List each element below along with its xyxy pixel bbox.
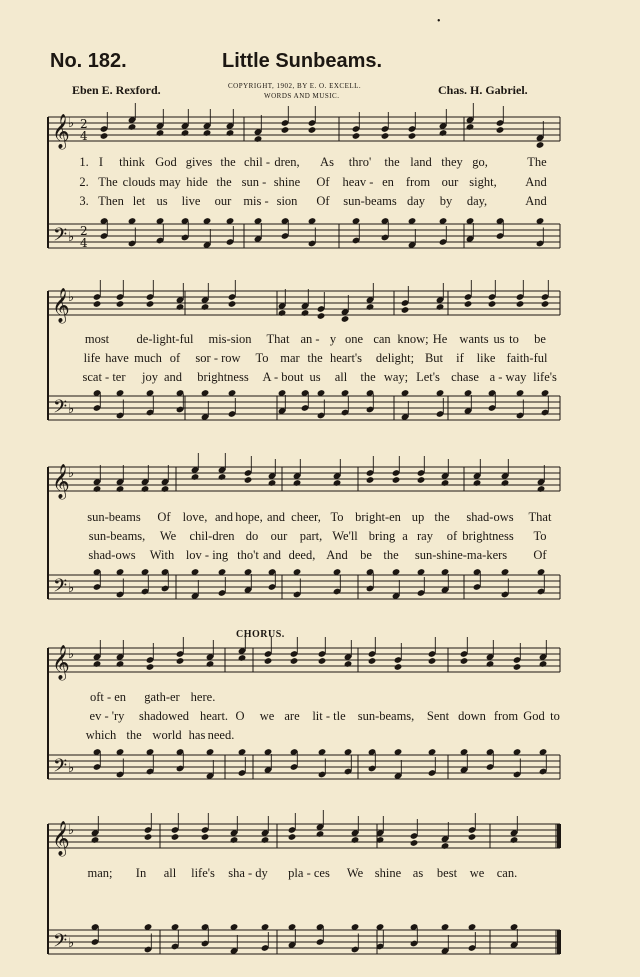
alto-note — [486, 660, 495, 668]
lyric-syllable: here. — [190, 690, 216, 704]
lyric-syllable: know; — [397, 332, 429, 346]
lyric-syllable: heart. — [199, 709, 229, 723]
treble-clef: 𝄞 — [52, 645, 70, 680]
lyric-syllable: our — [270, 529, 288, 543]
lyric-syllable: which — [85, 728, 117, 742]
alto-note — [268, 479, 277, 487]
lyric-syllable: are — [284, 709, 300, 723]
key-flat: ♭ — [68, 290, 75, 305]
lyric-line-s4-v1 — [0, 690, 640, 708]
lyric-syllable: up — [411, 510, 425, 524]
lyric-syllable: scat - ter — [82, 370, 126, 384]
treble-clef: 𝄞 — [52, 114, 70, 149]
lyric-syllable: like — [476, 351, 496, 365]
alto-note — [541, 300, 550, 308]
copyright-line: COPYRIGHT, 1902, BY E. O. EXCELL. — [228, 82, 362, 90]
alto-note — [410, 839, 419, 847]
lyric-syllable: to — [550, 709, 560, 723]
alto-note — [206, 660, 215, 668]
bass-clef: 𝄢 — [53, 931, 68, 956]
lyric-syllable: go, — [472, 155, 488, 169]
lyric-syllable: mis - — [243, 194, 269, 208]
lyric-syllable: the — [360, 370, 376, 384]
lyric-syllable: we — [469, 866, 485, 880]
lyric-syllable: way; — [383, 370, 409, 384]
lyric-syllable: shad-ows — [88, 548, 136, 562]
alto-note — [464, 300, 473, 308]
lyric-syllable: bright-en — [355, 510, 401, 524]
alto-note — [93, 660, 102, 668]
lyric-syllable: cheer, — [291, 510, 321, 524]
lyric-syllable: chil-dren — [189, 529, 235, 543]
alto-note — [230, 836, 239, 844]
hymn-number: No. 182. — [50, 50, 127, 72]
lyric-syllable: can — [373, 332, 391, 346]
lyric-syllable: hope, — [235, 510, 263, 524]
lyric-syllable: shad-ows — [466, 510, 514, 524]
lyric-syllable: day — [406, 194, 426, 208]
treble-clef: 𝄞 — [52, 288, 70, 323]
lyric-syllable: be — [534, 332, 546, 346]
final-barline — [557, 930, 561, 954]
alto-note — [238, 654, 247, 662]
lyric-syllable: sion — [276, 194, 298, 208]
lyric-syllable: mis-sion — [208, 332, 252, 346]
lyric-syllable: has — [188, 728, 206, 742]
alto-note — [441, 842, 450, 850]
alto-note — [156, 129, 165, 137]
alto-note — [181, 129, 190, 137]
lyric-syllable: ev - 'ry — [89, 709, 125, 723]
lyric-syllable: sor - row — [195, 351, 241, 365]
lyric-syllable: shadowed — [139, 709, 189, 723]
lyric-syllable: land — [410, 155, 432, 169]
lyric-syllable: Sent — [426, 709, 450, 723]
lyric-syllable: dren, — [274, 155, 300, 169]
time-sig-bottom: 4 — [80, 236, 88, 250]
lyric-syllable: an - — [300, 332, 320, 346]
alto-note — [366, 303, 375, 311]
alto-note — [261, 836, 270, 844]
lyric-syllable: Of — [533, 548, 547, 562]
lyric-syllable: With — [149, 548, 175, 562]
lyric-syllable: man; — [87, 866, 113, 880]
alto-note — [466, 123, 475, 131]
lyric-syllable: O — [235, 709, 245, 723]
alto-note — [93, 485, 102, 493]
lyric-syllable: do — [245, 529, 259, 543]
alto-note — [201, 303, 210, 311]
lyric-syllable: oft - en — [89, 690, 127, 704]
alto-note — [191, 473, 200, 481]
lyric-syllable: much — [134, 351, 162, 365]
lyric-line-s1-v2 — [0, 175, 640, 193]
lyric-syllable: In — [135, 866, 147, 880]
alto-note — [473, 479, 482, 487]
lyric-syllable: the — [384, 155, 400, 169]
bass-clef: 𝄢 — [53, 397, 68, 422]
lyric-syllable: Of — [157, 510, 171, 524]
lyric-syllable: The — [527, 155, 547, 169]
alto-note — [116, 300, 125, 308]
alto-note — [401, 306, 410, 314]
lyric-syllable: need. — [207, 728, 235, 742]
alto-note — [333, 479, 342, 487]
alto-note — [171, 833, 180, 841]
lyric-syllable: We — [159, 529, 177, 543]
lyric-syllable: I — [98, 155, 104, 169]
lyric-syllable: And — [525, 175, 547, 189]
lyric-line-s3-v3 — [0, 548, 640, 566]
poet-credit: Eben E. Rexford. — [72, 83, 161, 97]
alto-note — [513, 663, 522, 671]
alto-note — [408, 132, 417, 140]
alto-note — [318, 657, 327, 665]
alto-note — [91, 836, 100, 844]
lyric-syllable: most — [84, 332, 110, 346]
lyric-syllable: and — [266, 510, 286, 524]
key-flat: ♭ — [68, 402, 75, 417]
page-mark: • — [437, 16, 441, 27]
lyric-syllable: de-light-ful — [136, 332, 194, 346]
alto-note — [100, 132, 109, 140]
treble-clef: 𝄞 — [52, 821, 70, 856]
lyric-syllable: the — [220, 155, 236, 169]
lyric-syllable: sun-beams — [87, 510, 141, 524]
lyric-syllable: our — [441, 175, 459, 189]
bass-clef: 𝄢 — [53, 576, 68, 601]
composer-credit: Chas. H. Gabriel. — [438, 83, 528, 97]
key-flat: ♭ — [68, 581, 75, 596]
lyric-syllable: us — [309, 370, 321, 384]
lyric-syllable: lov - ing — [185, 548, 229, 562]
alto-note — [501, 479, 510, 487]
lyric-syllable: as — [412, 866, 424, 880]
lyric-syllable: the — [434, 510, 450, 524]
lyric-syllable: our — [214, 194, 232, 208]
lyric-line-s1-v1 — [0, 155, 640, 173]
alto-note — [381, 132, 390, 140]
lyric-syllable: wants — [459, 332, 489, 346]
lyric-syllable: To — [330, 510, 344, 524]
lyric-syllable: love, — [182, 510, 208, 524]
lyric-syllable: one — [344, 332, 364, 346]
lyric-line-s5-v1 — [0, 866, 640, 884]
alto-note — [301, 309, 310, 317]
alto-note — [293, 479, 302, 487]
lyric-syllable: of — [446, 529, 458, 543]
key-flat: ♭ — [68, 466, 75, 481]
alto-note — [290, 657, 299, 665]
lyric-syllable: chil - — [243, 155, 271, 169]
lyric-syllable: day, — [466, 194, 488, 208]
lyric-syllable: Then — [98, 194, 124, 208]
lyric-syllable: That — [266, 332, 290, 346]
lyric-syllable: be — [360, 548, 372, 562]
verse-number: 1. — [79, 155, 89, 169]
time-sig-top: 2 — [80, 117, 88, 131]
alto-note — [428, 657, 437, 665]
alto-note — [288, 833, 297, 841]
lyric-syllable: and — [262, 548, 282, 562]
lyric-syllable: of — [169, 351, 181, 365]
lyric-syllable: a - way — [489, 370, 527, 384]
alto-note — [366, 476, 375, 484]
alto-note — [341, 315, 350, 323]
key-flat: ♭ — [68, 647, 75, 662]
lyric-syllable: And — [525, 194, 547, 208]
alto-note — [537, 485, 546, 493]
lyric-syllable: all — [334, 370, 348, 384]
lyric-syllable: sun - — [241, 175, 267, 189]
alto-note — [281, 126, 290, 134]
verse-number: 3. — [79, 194, 89, 208]
lyric-syllable: sha - dy — [228, 866, 268, 880]
key-flat: ♭ — [68, 936, 75, 951]
alto-note — [460, 657, 469, 665]
lyric-syllable: brightness — [197, 370, 249, 384]
lyric-line-s1-v3 — [0, 194, 640, 212]
alto-note — [368, 657, 377, 665]
hymn-title: Little Sunbeams. — [222, 50, 383, 72]
lyric-syllable: pla - ces — [288, 866, 330, 880]
lyric-syllable: can. — [496, 866, 518, 880]
bass-clef: 𝄢 — [53, 756, 68, 781]
lyric-line-s2-v3 — [0, 370, 640, 388]
lyric-syllable: life's — [191, 866, 215, 880]
alto-note — [351, 836, 360, 844]
bass-clef: 𝄢 — [53, 225, 68, 250]
alto-note — [264, 657, 273, 665]
alto-note — [536, 141, 545, 149]
lyric-syllable: sun-beams, — [357, 709, 415, 723]
lyric-syllable: sun-beams — [343, 194, 397, 208]
lyric-syllable: A - bout — [262, 370, 304, 384]
lyric-syllable: faith-ful — [506, 351, 548, 365]
lyric-syllable: life's — [533, 370, 557, 384]
alto-note — [176, 303, 185, 311]
key-flat: ♭ — [68, 761, 75, 776]
alto-note — [203, 129, 212, 137]
lyric-syllable: God — [155, 155, 177, 169]
key-flat: ♭ — [68, 823, 75, 838]
lyric-line-s3-v2 — [0, 529, 640, 547]
lyric-syllable: The — [98, 175, 118, 189]
alto-note — [488, 300, 497, 308]
lyric-syllable: lit - tle — [312, 709, 346, 723]
lyric-syllable: ray — [417, 529, 433, 543]
lyric-syllable: and — [214, 510, 234, 524]
alto-note — [344, 660, 353, 668]
lyric-syllable: We — [346, 866, 364, 880]
time-sig-top: 2 — [80, 224, 88, 238]
lyric-syllable: gath-er — [144, 690, 180, 704]
lyric-syllable: deed, — [288, 548, 316, 562]
alto-note — [161, 485, 170, 493]
lyric-syllable: We'll — [332, 529, 358, 543]
alto-note — [436, 303, 445, 311]
time-sig-bottom: 4 — [80, 129, 88, 143]
alto-note — [141, 485, 150, 493]
alto-note — [394, 663, 403, 671]
chorus-label: CHORUS. — [236, 629, 285, 640]
lyric-syllable: gives — [185, 155, 213, 169]
lyric-syllable: sight, — [469, 175, 497, 189]
lyric-line-s4-v3 — [0, 728, 640, 746]
lyric-syllable: To — [255, 351, 269, 365]
alto-note — [226, 129, 235, 137]
lyric-syllable: joy — [142, 370, 158, 384]
lyric-syllable: And — [326, 548, 348, 562]
lyric-syllable: brightness — [462, 529, 514, 543]
alto-note — [510, 836, 519, 844]
lyric-syllable: from — [493, 709, 519, 723]
alto-note — [93, 300, 102, 308]
lyric-syllable: all — [163, 866, 177, 880]
lyric-syllable: let — [132, 194, 146, 208]
lyric-syllable: have — [105, 351, 129, 365]
alto-note — [317, 312, 326, 320]
verse-number: 2. — [79, 175, 89, 189]
lyric-syllable: they — [441, 155, 463, 169]
alto-note — [144, 833, 153, 841]
lyric-syllable: hide — [186, 175, 208, 189]
lyric-syllable: us — [493, 332, 505, 346]
lyric-syllable: the — [307, 351, 323, 365]
alto-note — [116, 485, 125, 493]
alto-note — [278, 309, 287, 317]
lyric-line-s2-v2 — [0, 351, 640, 369]
alto-note — [468, 833, 477, 841]
lyric-syllable: Let's — [416, 370, 440, 384]
lyric-syllable: by — [439, 194, 453, 208]
lyric-syllable: clouds — [122, 175, 156, 189]
alto-note — [128, 123, 137, 131]
lyric-syllable: best — [436, 866, 458, 880]
lyric-syllable: shine — [374, 866, 402, 880]
alto-note — [228, 300, 237, 308]
alto-note — [146, 663, 155, 671]
lyric-line-s3-v1 — [0, 510, 640, 528]
lyric-syllable: He — [432, 332, 448, 346]
lyric-line-s4-v2 — [0, 709, 640, 727]
lyric-syllable: the — [126, 728, 142, 742]
alto-note — [392, 476, 401, 484]
lyric-syllable: to — [509, 332, 519, 346]
lyric-syllable: y — [329, 332, 337, 346]
lyric-syllable: heav - — [342, 175, 374, 189]
lyric-syllable: But — [424, 351, 444, 365]
alto-note — [244, 476, 253, 484]
lyric-syllable: en — [382, 175, 394, 189]
lyric-syllable: live — [181, 194, 201, 208]
lyric-syllable: tho't — [237, 548, 259, 562]
alto-note — [441, 479, 450, 487]
lyric-syllable: As — [320, 155, 334, 169]
lyric-syllable: Of — [316, 175, 330, 189]
treble-clef: 𝄞 — [52, 464, 70, 499]
alto-note — [496, 126, 505, 134]
lyric-syllable: down — [458, 709, 486, 723]
lyric-syllable: delight; — [375, 351, 415, 365]
alto-note — [516, 300, 525, 308]
alto-note — [254, 135, 263, 143]
lyric-syllable: heart's — [329, 351, 363, 365]
lyric-syllable: from — [405, 175, 431, 189]
lyric-syllable: a — [402, 529, 408, 543]
lyric-syllable: if — [456, 351, 464, 365]
alto-note — [146, 300, 155, 308]
lyric-syllable: sun-shine-ma-kers — [414, 548, 508, 562]
lyric-syllable: us — [156, 194, 168, 208]
final-barline — [557, 824, 561, 848]
alto-note — [116, 660, 125, 668]
alto-note — [176, 657, 185, 665]
alto-note — [218, 473, 227, 481]
lyric-syllable: the — [383, 548, 399, 562]
lyric-syllable: bring — [368, 529, 396, 543]
lyric-syllable: the — [216, 175, 232, 189]
lyric-syllable: life — [83, 351, 101, 365]
alto-note — [316, 830, 325, 838]
alto-note — [417, 476, 426, 484]
alto-note — [201, 833, 210, 841]
alto-note — [352, 132, 361, 140]
lyric-syllable: God — [523, 709, 545, 723]
lyric-syllable: chase — [451, 370, 479, 384]
key-flat: ♭ — [68, 230, 75, 245]
alto-note — [439, 129, 448, 137]
lyric-syllable: sun-beams, — [88, 529, 146, 543]
lyric-syllable: thro' — [348, 155, 372, 169]
lyric-syllable: part, — [299, 529, 323, 543]
lyric-syllable: Of — [316, 194, 330, 208]
alto-note — [539, 660, 548, 668]
key-flat: ♭ — [68, 116, 75, 131]
lyric-syllable: mar — [280, 351, 300, 365]
lyric-syllable: world — [152, 728, 182, 742]
lyric-syllable: To — [533, 529, 547, 543]
lyric-syllable: and — [163, 370, 183, 384]
lyric-syllable: shine — [273, 175, 301, 189]
lyric-line-s2-v1 — [0, 332, 640, 350]
lyric-syllable: may — [159, 175, 181, 189]
copyright-subline: WORDS AND MUSIC. — [264, 92, 340, 100]
alto-note — [308, 126, 317, 134]
lyric-syllable: think — [119, 155, 145, 169]
lyric-syllable: we — [259, 709, 275, 723]
lyric-syllable: That — [528, 510, 552, 524]
